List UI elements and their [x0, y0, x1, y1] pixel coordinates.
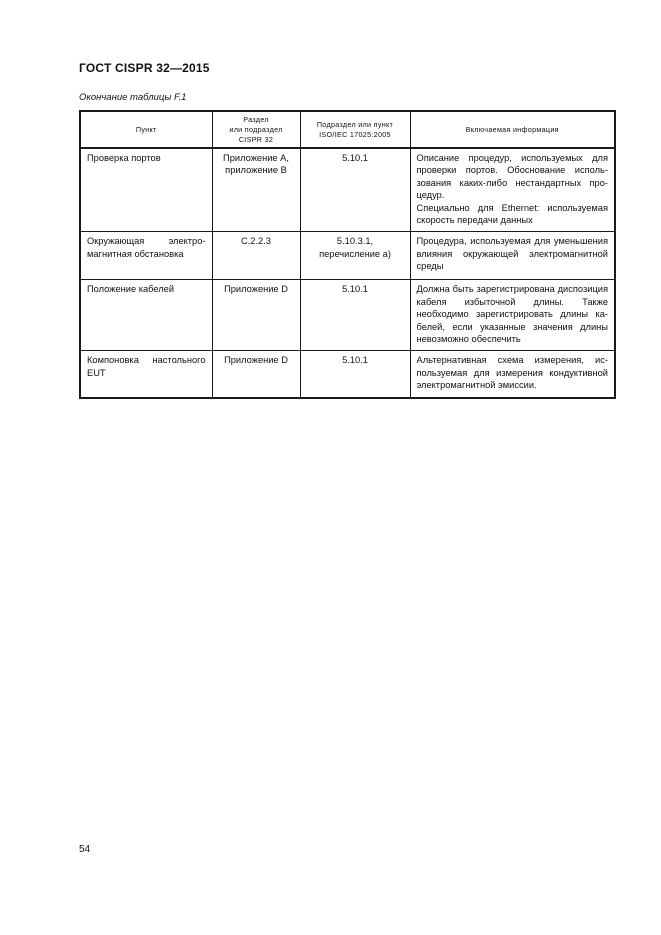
table-row [80, 232, 615, 280]
cell-section: Приложение А, приложение В [212, 148, 300, 232]
table-row [80, 148, 615, 232]
cell-info: Описание процедур, используемых для проверки портов. Обоснование использования каких-либо нестандартных процедур. Специально для Ethernet: используемая скорость передачи данных [410, 148, 615, 232]
cell-info: Должна быть зарегистрирована диспозиция кабеля избыточной длины. Также необходимо зарегистрировать длины кабелей, если указанные значения длины невозможно обеспечить [410, 280, 615, 351]
cell-iso: 5.10.1 [300, 280, 410, 351]
column-header-info: Включаемая информация [410, 111, 615, 148]
column-header-item: Пункт [80, 111, 212, 148]
column-header-section: Раздел или подраздел CISPR 32 [212, 111, 300, 148]
cell-info: Альтернативная схема измерения, используемая для измерения кондуктивной электромагнитной эмиссии. [410, 351, 615, 398]
cell-item: Положение кабелей [80, 280, 212, 351]
column-header-iso: Подраздел или пункт ISO/IEC 17025:2005 [300, 111, 410, 148]
cell-section: Приложение D [212, 280, 300, 351]
cell-item: Проверка портов [80, 148, 212, 232]
table-caption: Окончание таблицы F.1 [79, 92, 187, 103]
document-header: ГОСТ CISPR 32—2015 [79, 61, 210, 75]
table-row [80, 351, 615, 398]
cell-section: Приложение D [212, 351, 300, 398]
cell-iso: 5.10.1 [300, 148, 410, 232]
cell-section: C.2.2.3 [212, 232, 300, 280]
cell-iso: 5.10.1 [300, 351, 410, 398]
info-table [79, 110, 616, 399]
page-number: 54 [79, 844, 91, 855]
cell-item: Компоновка настольного EUT [80, 351, 212, 398]
cell-item: Окружающая электромагнитная обстановка [80, 232, 212, 280]
cell-iso: 5.10.3.1, перечисление а) [300, 232, 410, 280]
cell-info: Процедура, используемая для уменьшения влияния окружающей электромагнитной среды [410, 232, 615, 280]
table-row [80, 280, 615, 351]
table-header-row [80, 111, 615, 148]
